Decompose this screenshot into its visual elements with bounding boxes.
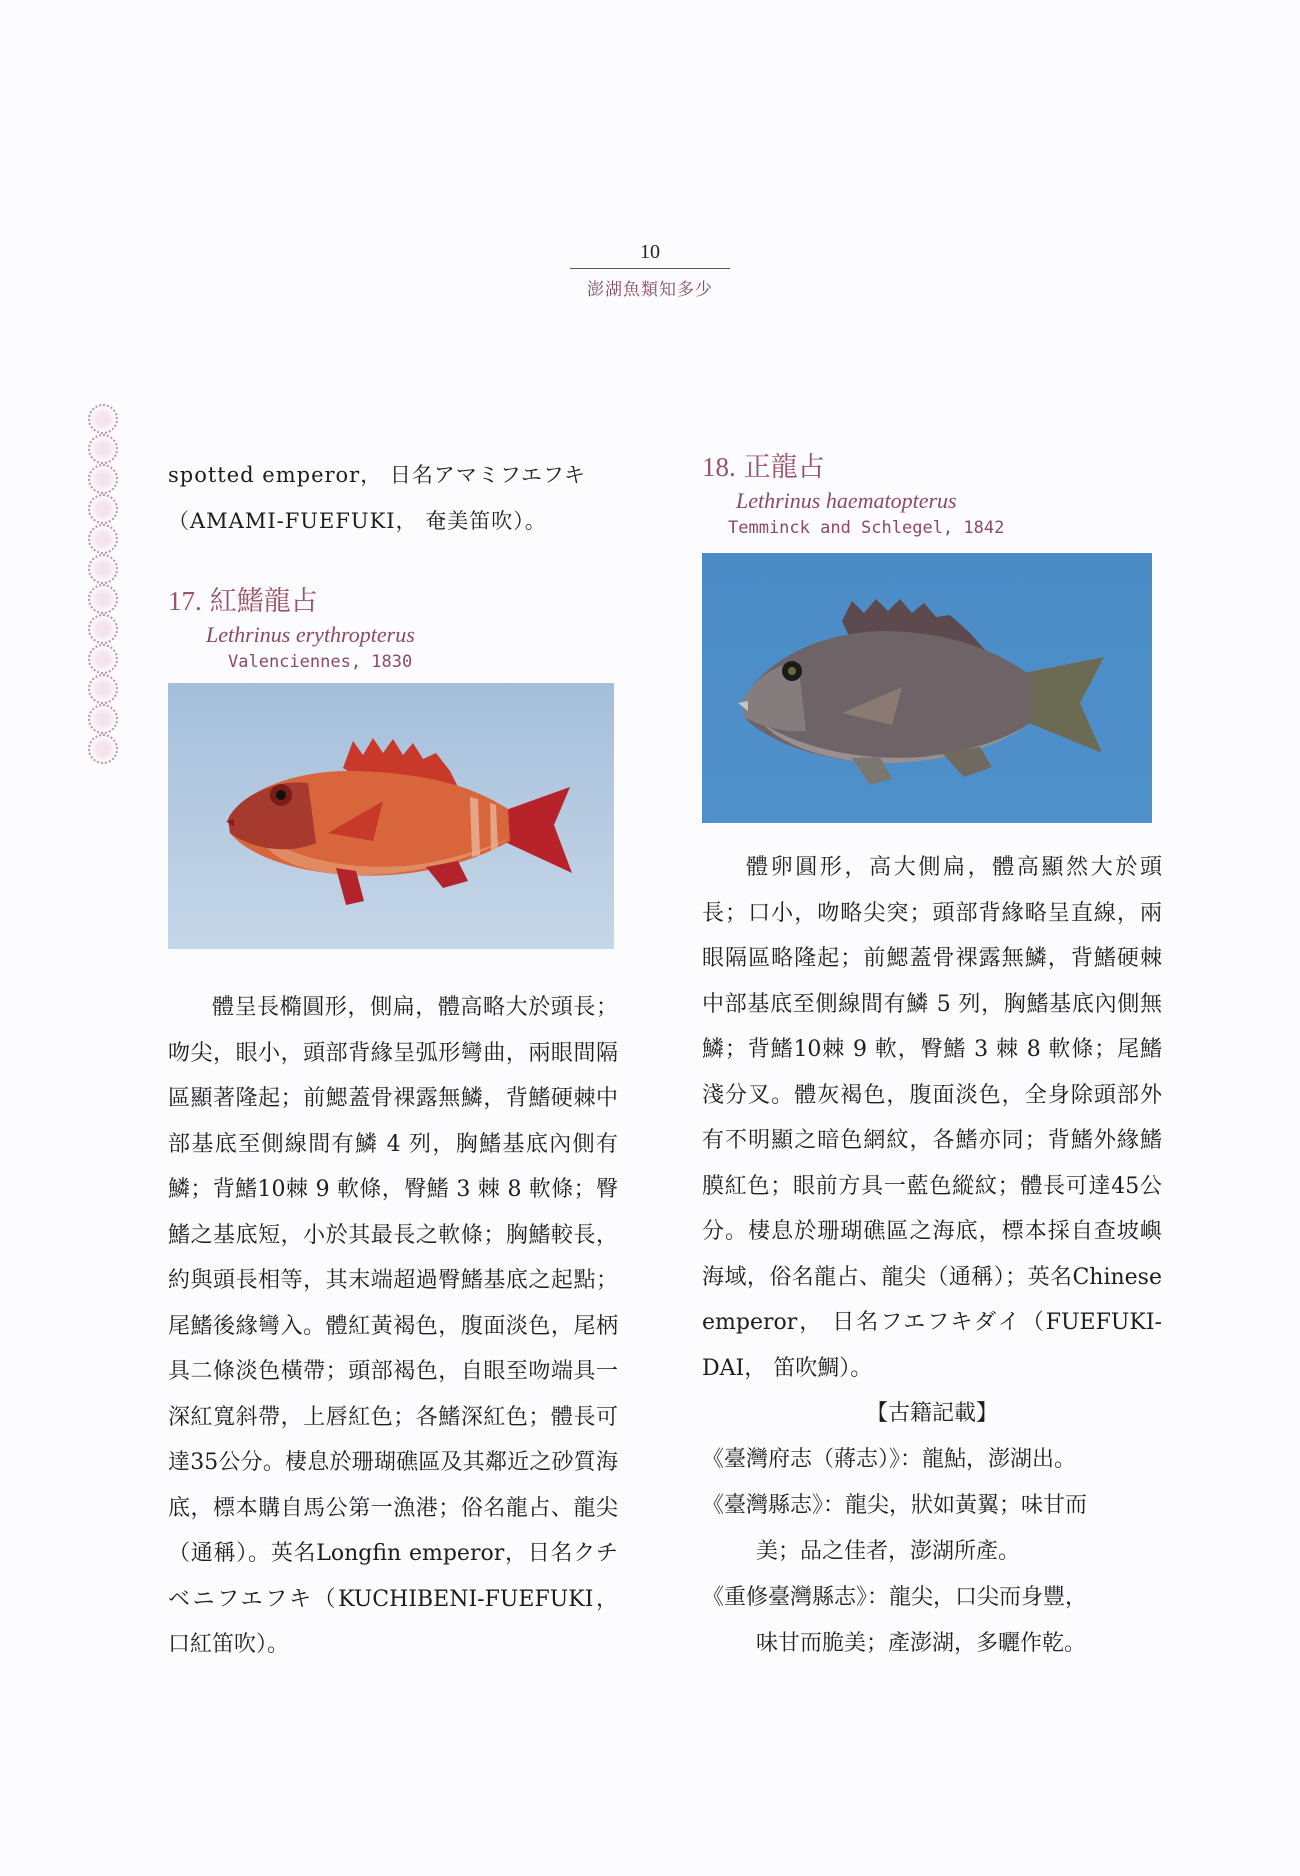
page-header xyxy=(0,240,1300,300)
historical-record: 《臺灣府志（蔣志）》：龍鮎，澎湖出。 xyxy=(702,1447,1077,1472)
species-authority: Valenciennes, 1830 xyxy=(228,652,413,672)
intro-line: spotted emperor， 日名アマミフエフキ xyxy=(168,463,587,487)
deco-ornament-icon xyxy=(88,524,118,554)
fish-photo xyxy=(702,553,1152,823)
page-number: 10 xyxy=(640,241,660,263)
decorative-border xyxy=(88,404,124,764)
deco-ornament-icon xyxy=(88,434,118,464)
fish-photo xyxy=(168,683,614,949)
species-number: 17. xyxy=(168,586,202,616)
header-divider xyxy=(570,268,730,269)
species-heading xyxy=(168,584,618,619)
red-fish-image xyxy=(168,683,614,949)
scientific-name: Lethrinus haematopterus xyxy=(736,488,957,513)
deco-ornament-icon xyxy=(88,734,118,764)
running-title: 澎湖魚類知多少 xyxy=(587,280,713,300)
historical-record: 《臺灣縣志》：龍尖，狀如黃翼；味甘而 xyxy=(702,1493,1088,1518)
deco-ornament-icon xyxy=(88,464,118,494)
species-description: 體呈長橢圓形，側扁，體高略大於頭長；吻尖，眼小，頭部背緣呈弧形彎曲，兩眼間隔區顯著隆起；前鰓蓋骨裸露無鱗，背鰭硬棘中部基底至側線間有鱗 4 列，胸鰭基底內側有鱗；背鰭10棘 9 軟條，臀鰭 3 棘 8 軟條；臀鰭之基底短，小於其最長之軟條；胸鰭較長，約與頭長相等，其末端超過臀鰭基底之起點；尾鰭後緣彎入。體紅黃褐色，腹面淡色，尾柄具二條淡色橫帶；頭部褐色，自眼至吻端具一深紅寬斜帶，上唇紅色；各鰭深紅色；體長可達35公分。棲息於珊瑚礁區及其鄰近之砂質海底，標本購自馬公第一漁港；俗名龍占、龍尖（通稱）。英名Longfin emperor，日名クチベニフエフキ（KUCHIBENI-FUEFUKI， 口紅笛吹）。 xyxy=(168,995,618,1657)
intro-line: （AMAMI-FUEFUKI， 奄美笛吹）。 xyxy=(168,509,547,533)
right-column xyxy=(702,450,1162,1667)
deco-ornament-icon xyxy=(88,584,118,614)
deco-ornament-icon xyxy=(88,554,118,584)
historical-record-cont: 味甘而脆美；產澎湖，多曬作乾。 xyxy=(756,1631,1087,1656)
deco-ornament-icon xyxy=(88,704,118,734)
historical-record-cont: 美；品之佳者，澎湖所產。 xyxy=(756,1539,1021,1564)
deco-ornament-icon xyxy=(88,614,118,644)
species-description: 體卵圓形，高大側扁，體高顯然大於頭長；口小，吻略尖突；頭部背緣略呈直線，兩眼隔區略隆起；前鰓蓋骨裸露無鱗，背鰭硬棘中部基底至側線間有鱗 5 列，胸鰭基底內側無鱗；背鰭10棘 9 軟，臀鰭 3 棘 8 軟條；尾鰭淺分叉。體灰褐色，腹面淡色，全身除頭部外有不明顯之暗色網紋，各鰭亦同；背鰭外緣鰭膜紅色；眼前方具一藍色縱紋；體長可達45公分。棲息於珊瑚礁區之海底，標本採自查坡嶼海域，俗名龍占、龍尖（通稱）；英名Chinese emperor， 日名フエフキダイ（FUEFUKI-DAI， 笛吹鯛）。 xyxy=(702,855,1162,1381)
deco-ornament-icon xyxy=(88,644,118,674)
deco-ornament-icon xyxy=(88,494,118,524)
left-column xyxy=(168,452,618,1668)
species-heading xyxy=(702,450,1162,485)
scientific-name: Lethrinus erythropterus xyxy=(206,622,415,647)
species-chinese-name: 紅鰭龍占 xyxy=(209,586,318,617)
species-authority: Temminck and Schlegel, 1842 xyxy=(728,518,1005,538)
records-heading: 【古籍記載】 xyxy=(865,1401,998,1426)
species-number: 18. xyxy=(702,452,736,482)
species-chinese-name: 正龍占 xyxy=(743,452,825,483)
grey-fish-image xyxy=(702,553,1152,823)
deco-ornament-icon xyxy=(88,404,118,434)
historical-record: 《重修臺灣縣志》：龍尖，口尖而身豐， xyxy=(702,1585,1088,1610)
deco-ornament-icon xyxy=(88,674,118,704)
